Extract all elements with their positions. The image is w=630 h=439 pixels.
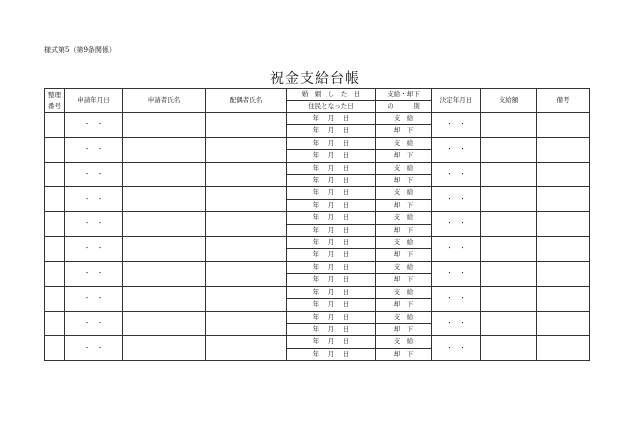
shikyu-cell: 支 給 (376, 162, 432, 174)
page-title: 祝金支給台帳 (270, 71, 360, 87)
resident-date-cell: 年 月 日 (287, 274, 376, 286)
amount-cell (481, 212, 537, 237)
remarks-cell (537, 162, 590, 187)
decision-date-cell: ・ ・ (432, 137, 481, 162)
kyakka-cell: 却 下 (376, 323, 432, 335)
marriage-date-cell: 年 月 日 (287, 237, 376, 249)
seiri-number-cell (45, 237, 65, 262)
decision-date-cell: ・ ・ (432, 162, 481, 187)
application-date-cell: ・ ・ (65, 286, 123, 311)
marriage-date-cell: 年 月 日 (287, 336, 376, 348)
remarks-cell (537, 286, 590, 311)
applicant-name-cell (123, 137, 206, 162)
shikyu-cell: 支 給 (376, 113, 432, 125)
application-date-cell: ・ ・ (65, 187, 123, 212)
header-remarks: 備考 (537, 89, 590, 113)
resident-date-cell: 年 月 日 (287, 175, 376, 187)
shikyu-cell: 支 給 (376, 137, 432, 149)
amount-cell (481, 336, 537, 361)
ledger-table (44, 88, 590, 361)
table-row (45, 162, 590, 174)
header-spouse-name: 配偶者氏名 (206, 89, 287, 113)
seiri-number-cell (45, 336, 65, 361)
applicant-name-cell (123, 311, 206, 336)
decision-date-cell: ・ ・ (432, 286, 481, 311)
decision-date-cell: ・ ・ (432, 311, 481, 336)
header-application-date: 申請年月日 (65, 89, 123, 113)
seiri-number-cell (45, 162, 65, 187)
ledger-body (45, 113, 590, 361)
applicant-name-cell (123, 187, 206, 212)
resident-date-cell: 年 月 日 (287, 299, 376, 311)
spouse-name-cell (206, 286, 287, 311)
header-category-sub: の 別 (376, 101, 432, 113)
application-date-cell: ・ ・ (65, 162, 123, 187)
amount-cell (481, 261, 537, 286)
kyakka-cell: 却 下 (376, 249, 432, 261)
shikyu-cell: 支 給 (376, 212, 432, 224)
decision-date-cell: ・ ・ (432, 187, 481, 212)
shikyu-cell: 支 給 (376, 237, 432, 249)
kyakka-cell: 却 下 (376, 348, 432, 360)
spouse-name-cell (206, 237, 287, 262)
marriage-date-cell: 年 月 日 (287, 261, 376, 273)
seiri-number-cell (45, 137, 65, 162)
resident-date-cell: 年 月 日 (287, 150, 376, 162)
remarks-cell (537, 336, 590, 361)
shikyu-cell: 支 給 (376, 261, 432, 273)
amount-cell (481, 311, 537, 336)
amount-cell (481, 286, 537, 311)
spouse-name-cell (206, 162, 287, 187)
seiri-number-cell (45, 187, 65, 212)
applicant-name-cell (123, 286, 206, 311)
decision-date-cell: ・ ・ (432, 113, 481, 138)
remarks-cell (537, 261, 590, 286)
applicant-name-cell (123, 237, 206, 262)
seiri-number-cell (45, 261, 65, 286)
decision-date-cell: ・ ・ (432, 212, 481, 237)
decision-date-cell: ・ ・ (432, 237, 481, 262)
spouse-name-cell (206, 261, 287, 286)
amount-cell (481, 237, 537, 262)
table-row (45, 137, 590, 149)
spouse-name-cell (206, 187, 287, 212)
table-row (45, 286, 590, 298)
shikyu-cell: 支 給 (376, 336, 432, 348)
resident-date-cell: 年 月 日 (287, 224, 376, 236)
remarks-cell (537, 113, 590, 138)
kyakka-cell: 却 下 (376, 199, 432, 211)
application-date-cell: ・ ・ (65, 336, 123, 361)
applicant-name-cell (123, 162, 206, 187)
kyakka-cell: 却 下 (376, 125, 432, 137)
marriage-date-cell: 年 月 日 (287, 311, 376, 323)
spouse-name-cell (206, 212, 287, 237)
application-date-cell: ・ ・ (65, 261, 123, 286)
header-applicant-name: 申請者氏名 (123, 89, 206, 113)
header-resident-date: 住民となった日 (287, 101, 376, 113)
table-row (45, 336, 590, 348)
header-decision-date: 決定年月日 (432, 89, 481, 113)
form-number-label: 様式第5（第9条関係） (44, 46, 116, 54)
marriage-date-cell: 年 月 日 (287, 286, 376, 298)
seiri-number-cell (45, 113, 65, 138)
table-row (45, 187, 590, 199)
table-row (45, 237, 590, 249)
marriage-date-cell: 年 月 日 (287, 187, 376, 199)
application-date-cell: ・ ・ (65, 137, 123, 162)
marriage-date-cell: 年 月 日 (287, 212, 376, 224)
header-category: 支給・却下 (376, 89, 432, 101)
resident-date-cell: 年 月 日 (287, 323, 376, 335)
application-date-cell: ・ ・ (65, 311, 123, 336)
marriage-date-cell: 年 月 日 (287, 162, 376, 174)
spouse-name-cell (206, 311, 287, 336)
resident-date-cell: 年 月 日 (287, 199, 376, 211)
remarks-cell (537, 311, 590, 336)
header-marriage-date: 婚 姻 し た 日 (287, 89, 376, 101)
remarks-cell (537, 237, 590, 262)
resident-date-cell: 年 月 日 (287, 348, 376, 360)
application-date-cell: ・ ・ (65, 212, 123, 237)
amount-cell (481, 113, 537, 138)
amount-cell (481, 137, 537, 162)
table-row (45, 113, 590, 125)
kyakka-cell: 却 下 (376, 274, 432, 286)
resident-date-cell: 年 月 日 (287, 249, 376, 261)
shikyu-cell: 支 給 (376, 187, 432, 199)
application-date-cell: ・ ・ (65, 113, 123, 138)
marriage-date-cell: 年 月 日 (287, 137, 376, 149)
decision-date-cell: ・ ・ (432, 261, 481, 286)
seiri-number-cell (45, 311, 65, 336)
table-row (45, 261, 590, 273)
seiri-number-cell (45, 286, 65, 311)
resident-date-cell: 年 月 日 (287, 125, 376, 137)
seiri-number-cell (45, 212, 65, 237)
applicant-name-cell (123, 113, 206, 138)
spouse-name-cell (206, 137, 287, 162)
applicant-name-cell (123, 336, 206, 361)
decision-date-cell: ・ ・ (432, 336, 481, 361)
kyakka-cell: 却 下 (376, 224, 432, 236)
shikyu-cell: 支 給 (376, 286, 432, 298)
shikyu-cell: 支 給 (376, 311, 432, 323)
spouse-name-cell (206, 336, 287, 361)
amount-cell (481, 162, 537, 187)
remarks-cell (537, 137, 590, 162)
kyakka-cell: 却 下 (376, 175, 432, 187)
remarks-cell (537, 187, 590, 212)
header-seiri: 整理 番号 (45, 89, 65, 113)
kyakka-cell: 却 下 (376, 150, 432, 162)
applicant-name-cell (123, 212, 206, 237)
marriage-date-cell: 年 月 日 (287, 113, 376, 125)
table-row (45, 212, 590, 224)
header-amount: 支給額 (481, 89, 537, 113)
table-row (45, 311, 590, 323)
kyakka-cell: 却 下 (376, 299, 432, 311)
spouse-name-cell (206, 113, 287, 138)
amount-cell (481, 187, 537, 212)
remarks-cell (537, 212, 590, 237)
application-date-cell: ・ ・ (65, 237, 123, 262)
applicant-name-cell (123, 261, 206, 286)
